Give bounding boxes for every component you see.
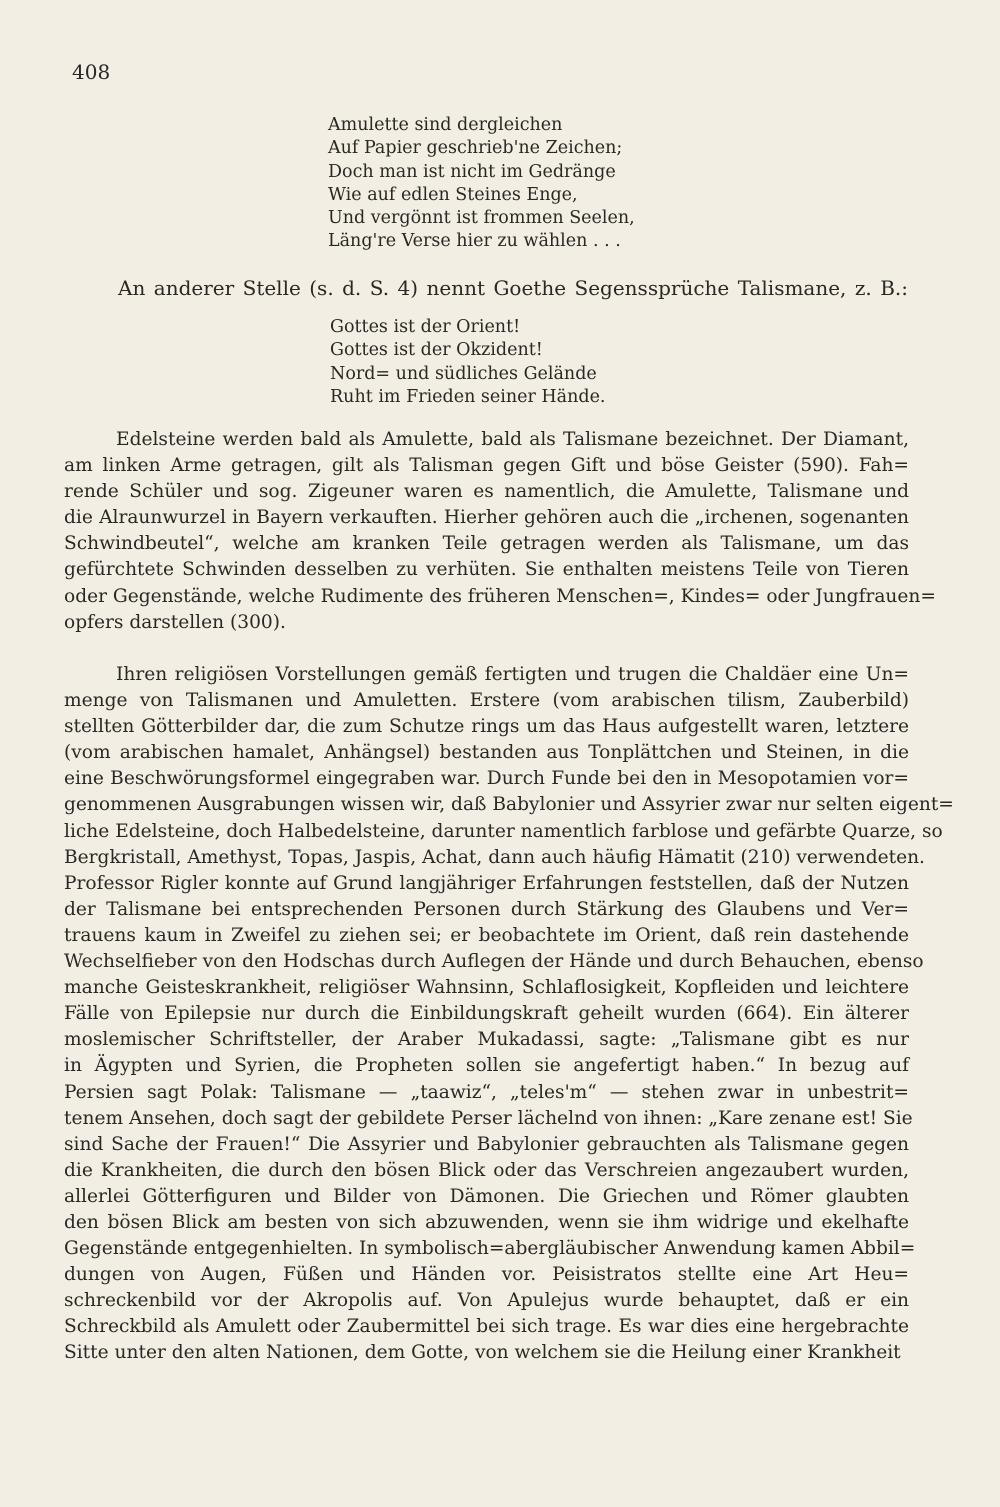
verse-line: Ruht im Frieden seiner Hände. [330,386,606,407]
verse-line: Und vergönnt ist frommen Seelen, [328,208,635,229]
text-line: gefürchtete Schwinden desselben zu verhüten. Sie enthalten meistens Teile von Tieren [64,559,909,581]
verse-line: Nord= und südliches Gelände [330,363,597,384]
text-line: moslemischer Schriftsteller, der Araber Mukadassi, sagte: „Talismane gibt es nur [64,1029,909,1051]
text-line: (vom arabischen hamalet, Anhängsel) bestanden aus Tonplättchen und Steinen, in die [64,742,909,764]
text-line: Gegenstände entgegenhielten. In symbolisch=abergläubischer Anwendung kamen Abbil= [64,1238,916,1260]
text-line: die Alraunwurzel in Bayern verkauften. Hierher gehören auch die „irchenen, sogenanten [64,507,909,529]
text-line: den bösen Blick am besten von sich abzuwenden, wenn sie ihm widrige und ekelhafte [64,1211,909,1233]
text-line: Fälle von Epilepsie nur durch die Einbildungskraft geheilt wurden (664). Ein älterer [64,1003,909,1025]
verse-line: Gottes ist der Okzident! [330,340,543,361]
text-line: oder Gegenstände, welche Rudimente des früheren Menschen=, Kindes= oder Jungfrauen= [64,585,936,607]
text-line: opfers darstellen (300). [64,611,286,633]
text-line: dungen von Augen, Füßen und Händen vor. Peisistratos stellte eine Art Heu= [64,1264,909,1286]
text-line: in Ägypten und Syrien, die Propheten sollen sie angefertigt haben.“ In bezug auf [64,1055,909,1077]
text-line: stellten Götterbilder dar, die zum Schutze rings um das Haus aufgestellt waren, letztere [64,716,909,738]
verse-line: Auf Papier geschrieb'ne Zeichen; [328,138,623,159]
text-line: trauens kaum in Zweifel zu ziehen sei; er beobachtete im Orient, daß rein dastehende [64,924,909,946]
text-line: sind Sache der Frauen!“ Die Assyrier und Babylonier gebrauchten als Talismane gegen [64,1133,909,1155]
text-line: Ihren religiösen Vorstellungen gemäß fertigten und trugen die Chaldäer eine Un= [116,664,909,685]
intro-line: An anderer Stelle (s. d. S. 4) nennt Goethe Segenssprüche Talismane, z. B.: [118,276,908,300]
text-line: Edelsteine werden bald als Amulette, bald als Talismane bezeichnet. Der Diamant, [116,429,909,450]
text-line: Sitte unter den alten Nationen, dem Gotte, von welchem sie die Heilung einer Krankheit [64,1342,901,1364]
text-line: menge von Talismanen und Amuletten. Erstere (vom arabischen tilism, Zauberbild) [64,690,909,712]
text-line: Schwindbeutel“, welche am kranken Teile getragen werden als Talismane, um das [64,533,909,555]
verse-block-amulette [328,114,635,254]
text-line: die Krankheiten, die durch den bösen Blick oder das Verschreien angezaubert wurden, [64,1159,909,1181]
text-line: allerlei Götterfiguren und Bilder von Dämonen. Die Griechen und Römer glaubten [64,1185,909,1207]
paragraph-edelsteine [64,427,936,636]
verse-line: Wie auf edlen Steines Enge, [328,184,578,205]
text-line: Persien sagt Polak: Talismane — „taawiz“, „teles'm“ — stehen zwar in unbestrit= [64,1081,909,1103]
text-line: Wechselfieber von den Hodschas durch Auflegen der Hände und durch Behauchen, ebenso [64,951,924,973]
text-line: genommenen Ausgrabungen wissen wir, daß Babylonier und Assyrier zwar nur selten eigent= [64,794,954,816]
text-line: am linken Arme getragen, gilt als Talisman gegen Gift und böse Geister (590). Fah= [64,455,909,477]
text-line: Bergkristall, Amethyst, Topas, Jaspis, Achat, dann auch häufig Hämatit (210) verwendeten. [64,846,925,868]
page-number: 408 [72,60,111,84]
text-line: schreckenbild vor der Akropolis auf. Von Apulejus wurde behauptet, daß er ein [64,1290,909,1312]
verse-line: Gottes ist der Orient! [330,317,521,337]
verse-line: Läng're Verse hier zu wählen . . . [328,231,621,252]
verse-line: Amulette sind dergleichen [328,115,563,135]
text-line: liche Edelsteine, doch Halbedelsteine, darunter namentlich farblose und gefärbte Quarze, so [64,820,943,842]
paragraph-chaldaeer [64,662,954,1367]
verse-block-gottes [330,316,606,409]
verse-line: Doch man ist nicht im Gedränge [328,161,616,182]
text-line: rende Schüler und sog. Zigeuner waren es namentlich, die Amulette, Talismane und [64,481,909,503]
text-line: tenem Ansehen, doch sagt der gebildete Perser lächelnd von ihnen: „Kare zenane est! Sie [64,1107,913,1129]
text-line: Professor Rigler konnte auf Grund langjähriger Erfahrungen feststellen, daß der Nutzen [64,872,909,894]
text-line: eine Beschwörungsformel eingegraben war. Durch Funde bei den in Mesopotamien vor= [64,768,909,790]
text-line: manche Geisteskrankheit, religiöser Wahnsinn, Schlaflosigkeit, Kopfleiden und leichtere [64,977,909,999]
text-line: der Talismane bei entsprechenden Personen durch Stärkung des Glaubens und Ver= [64,898,909,920]
text-line: Schreckbild als Amulett oder Zaubermittel bei sich trage. Es war dies eine hergebrachte [64,1316,909,1338]
